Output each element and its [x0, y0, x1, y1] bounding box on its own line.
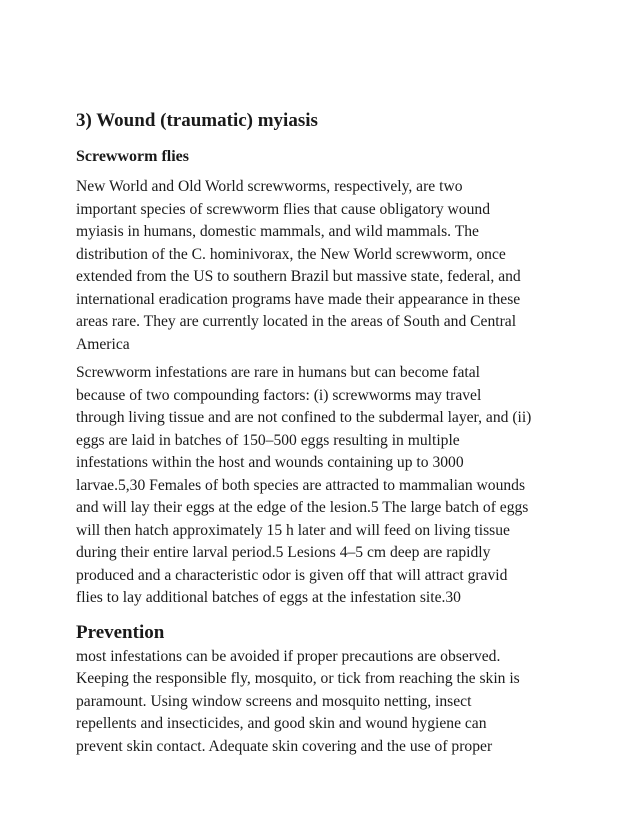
paragraph-screwworm-intro: New World and Old World screwworms, respectively, are two important species of screwworm flies that cause obligatory wound myiasis in humans, domestic mammals, and wild mammals. The distribution of the C. hominivorax, the New World screwworm, once extended from the US to southern Brazil but massive state, federal, and international eradication programs have made their appearance in these areas rare. They are currently located in the areas of South and Central America	[76, 178, 521, 353]
document-body	[76, 108, 576, 764]
section-heading: 3) Wound (traumatic) myiasis	[76, 110, 318, 131]
paragraph-screwworm-infestations: Screwworm infestations are rare in humans but can become fatal because of two compounding factors: (i) screwworms may travel through living tissue and are not confined to the subdermal layer, and (ii) eggs are laid in batches of 150–500 eggs resulting in multiple infestations within the host and wounds containing up to 3000 larvae.5,30 Females of both species are attracted to mammalian wounds and will lay their eggs at the edge of the lesion.5 The large batch of eggs will then hatch approximately 15 h later and will feed on living tissue during their entire larval period.5 Lesions 4–5 cm deep are rapidly produced and a characteristic odor is given off that will attract gravid flies to lay additional batches of eggs at the infestation site.30	[76, 364, 532, 606]
sub-heading: Screwworm flies	[76, 148, 189, 165]
prevention-heading: Prevention	[76, 621, 165, 643]
paragraph-prevention: most infestations can be avoided if proper precautions are observed. Keeping the responsible fly, mosquito, or tick from reaching the skin is paramount. Using window screens and mosquito netting, insect repellents and insecticides, and good skin and wound hygiene can prevent skin contact. Adequate skin covering and the use of proper	[76, 647, 520, 755]
